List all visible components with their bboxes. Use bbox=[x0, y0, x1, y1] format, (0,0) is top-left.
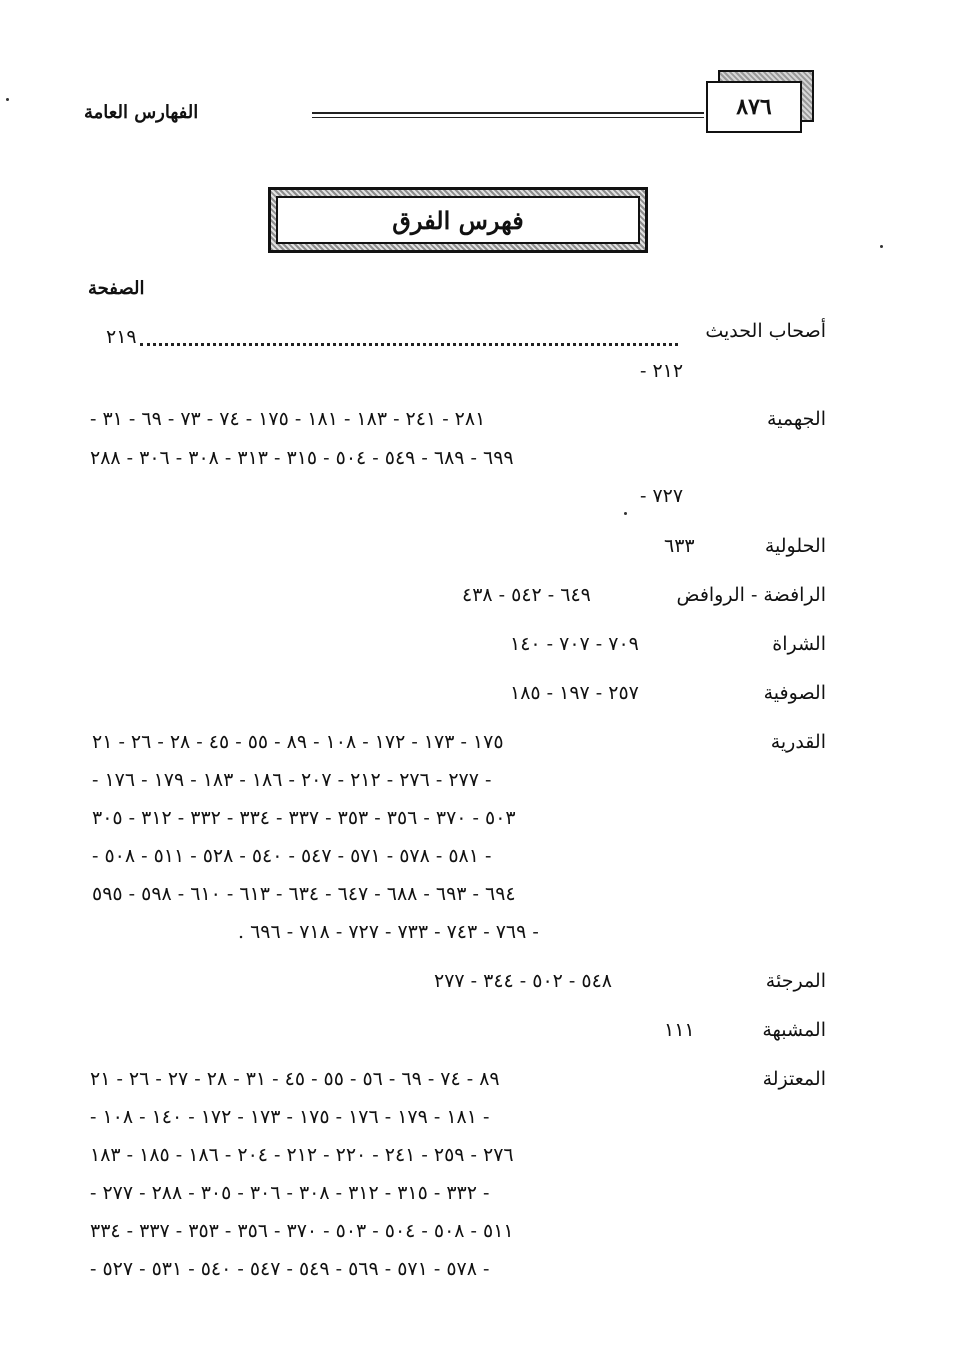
entry-term-rafida: الرافضة - الروافض bbox=[676, 584, 826, 606]
page-number: ٨٧٦ bbox=[736, 94, 772, 120]
leader-dots bbox=[140, 333, 678, 346]
scan-speck bbox=[624, 512, 627, 515]
entry-term-shurat: الشراة bbox=[772, 633, 826, 655]
entry-pages-line: ١١١ bbox=[664, 1019, 695, 1041]
entry-term-murjia: المرجئة bbox=[765, 970, 826, 992]
column-heading: الصفحة bbox=[88, 278, 145, 299]
entry-pages-line: . ٧٦٩ - ٧٤٣ - ٧٣٣ - ٧٢٧ - ٧١٨ - ٦٩٦ - bbox=[238, 921, 539, 943]
entry-pages-line: - ٥٨١ - ٥٧٨ - ٥٧١ - ٥٤٧ - ٥٤٠ - ٥٢٨ - ٥١١ - ٥٠٨ - bbox=[92, 845, 492, 867]
entry-pages-line: - ٣٣٢ - ٣١٥ - ٣١٢ - ٣٠٨ - ٣٠٦ - ٣٠٥ - ٢٨٨ - ٢٧٧ - bbox=[90, 1182, 490, 1204]
entry-pages-line: ٨٩ - ٧٤ - ٦٩ - ٥٦ - ٥٥ - ٤٥ - ٣١ - ٢٨ - ٢٧ - ٢٦ - ٢١ bbox=[90, 1068, 500, 1090]
entry-term-jahmiyya: الجهمية bbox=[767, 408, 826, 430]
entry-pages-line: - ٢١٢ bbox=[640, 360, 684, 382]
entry-pages-line: ٢٧٦ - ٢٥٩ - ٢٤١ - ٢٢٠ - ٢١٢ - ٢٠٤ - ١٨٦ - ١٨٥ - ١٨٣ bbox=[90, 1144, 514, 1166]
entry-term-mushabbiha: المشبهة bbox=[762, 1019, 826, 1041]
page-number-box bbox=[706, 81, 802, 133]
section-title-box bbox=[276, 196, 640, 244]
header-rule bbox=[312, 112, 704, 118]
entry-term-qadariyya: القدرية bbox=[770, 731, 826, 753]
entry-pages-line: ٢١٩ bbox=[106, 326, 137, 348]
entry-pages-line: ٥٠٣ - ٣٧٠ - ٣٥٦ - ٣٥٣ - ٣٣٧ - ٣٣٤ - ٣٣٢ - ٣١٢ - ٣٠٥ bbox=[92, 807, 516, 829]
entry-pages-line: - ٧٢٧ bbox=[640, 485, 684, 507]
entry-pages-line: ٦٩٩ - ٦٨٩ - ٥٤٩ - ٥٠٤ - ٣١٥ - ٣١٣ - ٣٠٨ - ٣٠٦ - ٢٨٨ bbox=[90, 447, 514, 469]
scan-speck bbox=[880, 245, 883, 248]
entry-pages-line: ٥٤٨ - ٥٠٢ - ٣٤٤ - ٢٧٧ bbox=[434, 970, 612, 992]
entry-term-ahl-alhadith: أصحاب الحديث bbox=[705, 320, 826, 342]
entry-pages-line: - ١٨١ - ١٧٩ - ١٧٦ - ١٧٥ - ١٧٣ - ١٧٢ - ١٤٠ - ١٠٨ - bbox=[90, 1106, 490, 1128]
entry-pages-line: - ٢٨١ - ٢٤١ - ١٨٣ - ١٨١ - ١٧٥ - ٧٤ - ٧٣ - ٦٩ - ٣١ bbox=[90, 408, 486, 430]
entry-pages-line: ٦٣٣ bbox=[664, 535, 695, 557]
scan-speck bbox=[6, 98, 9, 101]
section-title: فهرس الفرق bbox=[392, 205, 524, 235]
entry-term-sufiyya: الصوفية bbox=[763, 682, 826, 704]
entry-pages-line: ٦٤٩ - ٥٤٢ - ٤٣٨ bbox=[462, 584, 591, 606]
entry-pages-line: ٧٠٩ - ٧٠٧ - ١٤٠ bbox=[510, 633, 639, 655]
entry-pages-line: ٥١١ - ٥٠٨ - ٥٠٤ - ٥٠٣ - ٣٧٠ - ٣٥٦ - ٣٥٣ - ٣٣٧ - ٣٣٤ bbox=[90, 1220, 514, 1242]
entry-pages-line: ٢٥٧ - ١٩٧ - ١٨٥ bbox=[510, 682, 639, 704]
entry-pages-line: - ٢٧٧ - ٢٧٦ - ٢١٢ - ٢٠٧ - ١٨٦ - ١٨٣ - ١٧٩ - ١٧٦ - bbox=[92, 769, 492, 791]
running-title: الفهارس العامة bbox=[84, 102, 199, 123]
entry-pages-line: ١٧٥ - ١٧٣ - ١٧٢ - ١٠٨ - ٨٩ - ٥٥ - ٤٥ - ٢٨ - ٢٦ - ٢١ bbox=[92, 731, 504, 753]
entry-pages-line: ٦٩٤ - ٦٩٣ - ٦٨٨ - ٦٤٧ - ٦٣٤ - ٦١٣ - ٦١٠ - ٥٩٨ - ٥٩٥ bbox=[92, 883, 516, 905]
entry-term-mutazila: المعتزلة bbox=[762, 1068, 826, 1090]
entry-pages-line: - ٥٧٨ - ٥٧١ - ٥٦٩ - ٥٤٩ - ٥٤٧ - ٥٤٠ - ٥٣١ - ٥٢٧ - bbox=[90, 1258, 490, 1280]
entry-term-hululiyya: الحلولية bbox=[764, 535, 826, 557]
